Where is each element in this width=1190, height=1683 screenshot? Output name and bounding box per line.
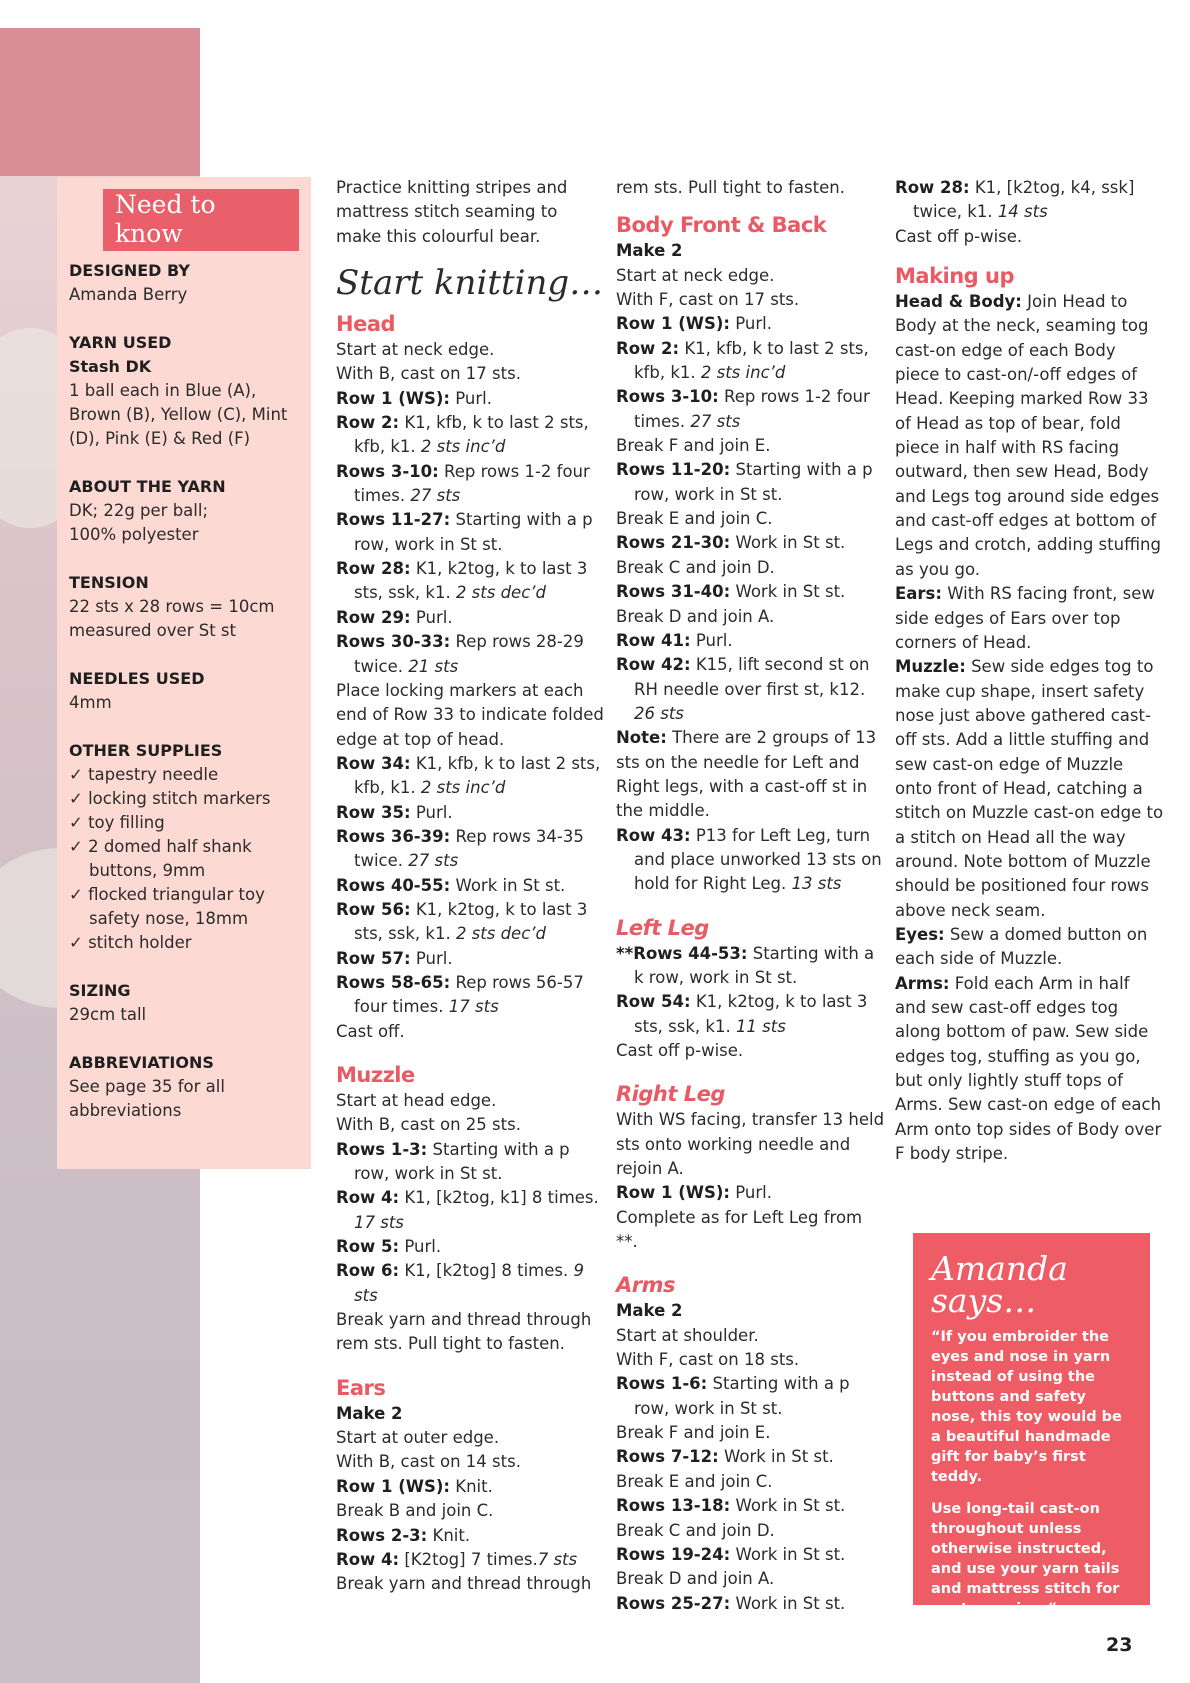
row-instruction: Rows 2-3: Knit. (336, 1525, 471, 1545)
instruction-line: Break C and join D. (616, 1520, 775, 1540)
intro-text: Practice knitting stripes and mattress stitch seaming to make this colourful bear. (336, 178, 568, 246)
row-instruction: Rows 21-30: Work in St st. (616, 533, 846, 553)
start-knitting-heading: Start knitting… (336, 263, 604, 304)
section-heading-making-up: Making up (895, 264, 1015, 289)
instruction-line: Cast off p-wise. (895, 226, 1023, 246)
needles-value: 4mm (69, 693, 112, 712)
row-instruction: Row 2: K1, kfb, k to last 2 sts, kfb, k1. 2 sts inc’d (336, 413, 589, 457)
row-instruction: Row 28: K1, k2tog, k to last 3 sts, ssk, k1. 2 sts dec’d (336, 559, 588, 603)
row-instruction: Rows 31-40: Work in St st. (616, 582, 846, 602)
check-icon: ✓ (69, 885, 83, 904)
tension (69, 571, 299, 643)
instruction-line: Break D and join A. (616, 1569, 775, 1589)
tension-value: 22 sts x 28 rows = 10cm measured over St st (69, 597, 275, 640)
need-to-know-panel (57, 177, 311, 1169)
tip-text: Use long-tail cast-on throughout unless otherwise instructed, and use your yarn tails and mattress stitch for neat seaming.“ (931, 1501, 1120, 1617)
pattern-column-3 (895, 176, 1165, 1166)
page-number: 23 (1106, 1634, 1133, 1656)
yarn-detail: 1 ball each in Blue (A), Brown (B), Yellow (C), Mint (D), Pink (E) & Red (F) (69, 381, 288, 448)
making-up-step: Head & Body: Join Head to Body at the neck, seaming tog cast-on edge of each Body piece to cast-on/-off edges of Head. Keeping marked Row 33 of Head as top of bear, fold piece in half with RS facing outward, then sew Head, Body and Legs tog around side edges and cast-off edges at bottom of Legs and crotch, adding stuffing as you go. (895, 292, 1161, 579)
check-icon: ✓ (69, 789, 83, 808)
row-instruction: Row 5: Purl. (336, 1237, 442, 1257)
section-heading-ears: Ears (336, 1375, 386, 1400)
pattern-column-1 (336, 176, 606, 1597)
supply-item: ✓ tapestry needle (69, 765, 219, 784)
row-instruction: Row 56: K1, k2tog, k to last 3 sts, ssk, k1. 2 sts dec’d (336, 899, 588, 944)
instruction-line: Break E and join C. (616, 1471, 773, 1491)
about-yarn (69, 475, 299, 547)
section-heading-head: Head (336, 312, 396, 337)
tip-title: Amanda says… (931, 1249, 1068, 1320)
row-instruction: Rows 1-6: Starting with a p row, work in St st. (616, 1374, 850, 1418)
instruction-line: Break D and join A. (616, 606, 775, 626)
row-instruction: Row 6: K1, [k2tog] 8 times. 9 sts (336, 1261, 584, 1305)
instruction-line: Break C and join D. (616, 557, 775, 577)
need-to-know-title: Need to know (103, 189, 299, 251)
designed-by-heading: DESIGNED BY (69, 261, 190, 280)
instruction-line: With B, cast on 14 sts. (336, 1452, 521, 1472)
sizing-value: 29cm tall (69, 1005, 147, 1024)
make-count: Make 2 (616, 241, 683, 261)
supply-item: ✓ flocked triangular toy safety nose, 18mm (69, 885, 265, 928)
making-up-step: Ears: With RS facing front, sew side edges of Ears over top corners of Head. (895, 584, 1155, 652)
row-instruction: Row 1 (WS): Purl. (336, 388, 493, 408)
pattern-column-2 (616, 176, 886, 1616)
note: Note: There are 2 groups of 13 sts on the needle for Left and Right legs, with a cast-off st in the middle. (616, 728, 877, 821)
instruction-line: Start at neck edge. (336, 340, 495, 360)
row-instruction: Row 42: K15, lift second st on RH needle over first st, k12. 26 sts (616, 655, 870, 723)
check-icon: ✓ (69, 765, 83, 784)
supply-item: ✓ stitch holder (69, 933, 192, 952)
designer-tip-box (913, 1233, 1150, 1617)
making-up-step: Eyes: Sew a domed button on each side of Muzzle. (895, 924, 1148, 969)
other-supplies (69, 739, 299, 955)
about-yarn-heading: ABOUT THE YARN (69, 477, 226, 496)
abbreviations (69, 1051, 299, 1123)
instruction-line: With B, cast on 25 sts. (336, 1115, 521, 1135)
about-yarn-line: 100% polyester (69, 525, 199, 544)
row-instruction: Row 1 (WS): Knit. (336, 1476, 493, 1496)
make-count: Make 2 (616, 1301, 683, 1321)
row-instruction: Rows 25-27: Work in St st. (616, 1593, 846, 1613)
row-instruction: Row 54: K1, k2tog, k to last 3 sts, ssk, k1. 11 sts (616, 992, 868, 1036)
abbreviations-value: See page 35 for all abbreviations (69, 1077, 225, 1120)
instruction-line: With F, cast on 18 sts. (616, 1350, 800, 1370)
section-heading-body: Body Front & Back (616, 213, 827, 238)
abbreviations-heading: ABBREVIATIONS (69, 1053, 214, 1072)
row-instruction: Row 41: Purl. (616, 630, 733, 650)
check-icon: ✓ (69, 837, 83, 856)
tension-heading: TENSION (69, 573, 149, 592)
row-instruction: Row 1 (WS): Purl. (616, 314, 773, 334)
instruction-line: Break E and join C. (616, 509, 773, 529)
row-instruction: Rows 30-33: Rep rows 28-29 twice. 21 sts (336, 632, 584, 676)
sizing-heading: SIZING (69, 981, 131, 1000)
instruction-line: With F, cast on 17 sts. (616, 290, 800, 310)
row-instruction: Rows 11-27: Starting with a p row, work in St st. (336, 510, 593, 554)
instruction-line: Break yarn and thread through (336, 1574, 592, 1594)
instruction-line: Break F and join E. (616, 1423, 771, 1443)
needles-used (69, 667, 299, 715)
row-instruction: Rows 1-3: Starting with a p row, work in St st. (336, 1139, 570, 1184)
yarn-name: Stash DK (69, 357, 152, 376)
row-instruction: Rows 7-12: Work in St st. (616, 1447, 834, 1467)
designed-by (69, 259, 299, 307)
instruction-line: Cast off p-wise. (616, 1041, 744, 1060)
row-instruction: **Rows 44-53: Starting with a k row, work in St st. (616, 943, 875, 987)
row-instruction: Row 35: Purl. (336, 802, 453, 822)
row-instruction: Rows 40-55: Work in St st. (336, 875, 566, 895)
row-instruction: Rows 13-18: Work in St st. (616, 1496, 846, 1516)
row-instruction: Row 4: K1, [k2tog, k1] 8 times. 17 sts (336, 1188, 599, 1232)
row-instruction: Row 1 (WS): Purl. (616, 1183, 773, 1203)
row-instruction: Rows 36-39: Rep rows 34-35 twice. 27 sts (336, 826, 584, 871)
row-instruction: Row 4: [K2tog] 7 times.7 sts (336, 1549, 578, 1569)
row-instruction: Row 29: Purl. (336, 607, 453, 627)
row-instruction: Rows 3-10: Rep rows 1-2 four times. 27 sts (336, 461, 590, 506)
check-icon: ✓ (69, 933, 83, 952)
making-up-step: Muzzle: Sew side edges tog to make cup shape, insert safety nose just above gathered cast-off sts. Add a little stuffing and sew cast-on edge of Muzzle onto front of Head, catching a stitch on Muzzle cast-on edge to a stitch on Head all the way around. Note bottom of Muzzle should be positioned four rows above neck seam. (895, 657, 1164, 920)
section-heading-right-leg: Right Leg (616, 1082, 725, 1107)
row-instruction: Row 2: K1, kfb, k to last 2 sts, kfb, k1. 2 sts inc’d (616, 338, 869, 383)
instruction-line: Start at neck edge. (616, 265, 775, 285)
supplies-heading: OTHER SUPPLIES (69, 741, 223, 760)
instruction-line: With WS facing, transfer 13 held sts onto working needle and rejoin A. (616, 1110, 885, 1179)
instruction-line: Complete as for Left Leg from **. (616, 1207, 863, 1252)
row-instruction: Rows 19-24: Work in St st. (616, 1544, 846, 1564)
instruction-line: Start at shoulder. (616, 1325, 759, 1345)
instruction-line: Break B and join C. (336, 1501, 494, 1521)
instruction-line: Cast off. (336, 1021, 405, 1041)
instruction-line: With B, cast on 17 sts. (336, 364, 521, 384)
sizing (69, 979, 299, 1027)
tip-text: “If you embroider the eyes and nose in yarn instead of using the buttons and safety nose, this toy would be a beautiful handmade gift for baby’s first teddy. (931, 1329, 1122, 1485)
instruction-line: Break F and join E. (616, 436, 771, 456)
make-count: Make 2 (336, 1403, 403, 1423)
row-instruction: Rows 3-10: Rep rows 1-2 four times. 27 sts (616, 387, 870, 431)
instruction-line: Start at outer edge. (336, 1428, 500, 1448)
yarn-used-heading: YARN USED (69, 333, 172, 352)
about-yarn-line: DK; 22g per ball; (69, 501, 209, 520)
section-heading-left-leg: Left Leg (616, 915, 709, 940)
instruction-line: Start at head edge. (336, 1091, 497, 1110)
row-instruction: Rows 58-65: Rep rows 56-57 four times. 17 sts (336, 972, 584, 1017)
row-instruction: Row 34: K1, kfb, k to last 2 sts, kfb, k1. 2 sts inc’d (336, 753, 601, 798)
row-instruction: Row 57: Purl. (336, 948, 453, 968)
section-heading-muzzle: Muzzle (336, 1063, 415, 1087)
instruction-line: Place locking markers at each end of Row 33 to indicate folded edge at top of head. (336, 680, 604, 749)
supply-item: ✓ toy filling (69, 813, 165, 832)
check-icon: ✓ (69, 813, 83, 832)
section-heading-arms: Arms (616, 1273, 675, 1298)
row-instruction: Row 28: K1, [k2tog, k4, ssk] twice, k1. 14 sts (895, 178, 1135, 222)
instruction-line: Break yarn and thread through rem sts. Pull tight to fasten. (336, 1310, 592, 1354)
yarn-used (69, 331, 299, 451)
supply-item: ✓ locking stitch markers (69, 789, 271, 808)
row-instruction: Row 43: P13 for Left Leg, turn and place unworked 13 sts on hold for Right Leg. 13 sts (616, 825, 882, 894)
designer-name: Amanda Berry (69, 285, 188, 304)
instruction-line: rem sts. Pull tight to fasten. (616, 178, 845, 197)
needles-heading: NEEDLES USED (69, 669, 205, 688)
supply-item: ✓ 2 domed half shank buttons, 9mm (69, 837, 252, 880)
row-instruction: Rows 11-20: Starting with a p row, work in St st. (616, 460, 873, 504)
making-up-step: Arms: Fold each Arm in half and sew cast-off edges tog along bottom of paw. Sew side edges tog, stuffing as you go, but only lightly stuff tops of Arms. Sew cast-on edge of each Arm onto top sides of Body over F body stripe. (895, 973, 1162, 1164)
